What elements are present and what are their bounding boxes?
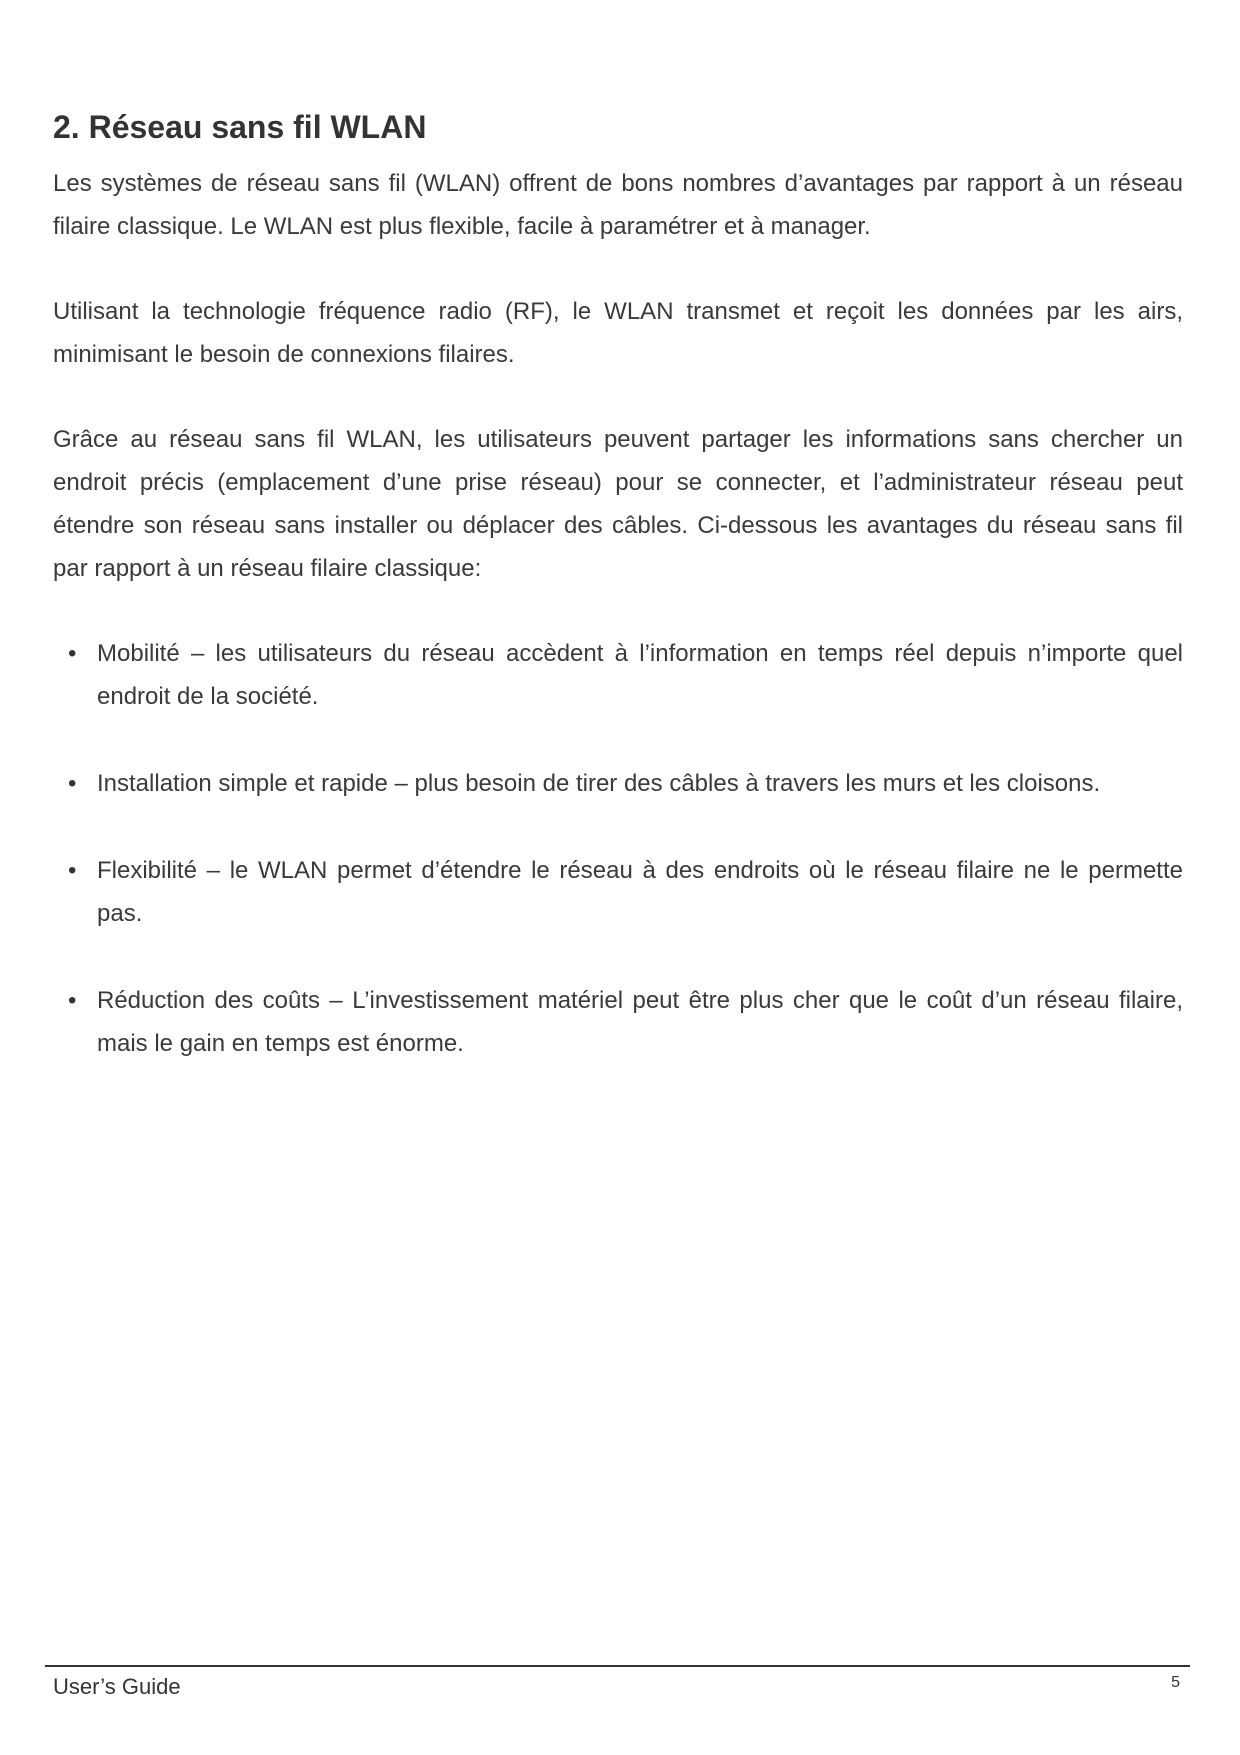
footer-label: User’s Guide [53, 1674, 181, 1699]
bullet-icon: • [68, 857, 77, 885]
advantages-list [53, 632, 1183, 1065]
list-item-cost [53, 979, 1183, 1065]
list-item-text: Mobilité – les utilisateurs du réseau accèdent à l’information en temps réel depuis n’importe quel endroit de la société. [97, 640, 1183, 711]
page-number: 5 [1171, 1674, 1180, 1691]
page-content [53, 108, 1183, 1109]
list-item-installation [53, 762, 1183, 805]
paragraph-benefits: Grâce au réseau sans fil WLAN, les utilisateurs peuvent partager les informations sans chercher un endroit précis (emplacement d’une prise réseau) pour se connecter, et l’administrateur réseau peut étendre son réseau sans installer ou déplacer des câbles. Ci-dessous les avantages du réseau sans fil par rapport à un réseau filaire classique: [53, 426, 1183, 583]
footer-divider [45, 1665, 1190, 1667]
list-item-flexibility [53, 849, 1183, 935]
paragraph-intro: Les systèmes de réseau sans fil (WLAN) offrent de bons nombres d’avantages par rapport à un réseau filaire classique. Le WLAN est plus flexible, facile à paramétrer et à manager. [53, 170, 1183, 241]
list-item-text: Réduction des coûts – L’investissement matériel peut être plus cher que le coût d’un réseau filaire, mais le gain en temps est énorme. [97, 987, 1183, 1058]
list-item-mobility [53, 632, 1183, 718]
list-item-text: Flexibilité – le WLAN permet d’étendre le réseau à des endroits où le réseau filaire ne le permette pas. [97, 857, 1183, 928]
bullet-icon: • [68, 987, 77, 1015]
bullet-icon: • [68, 770, 77, 798]
bullet-icon: • [68, 640, 77, 668]
list-item-text: Installation simple et rapide – plus besoin de tirer des câbles à travers les murs et les cloisons. [97, 770, 1101, 798]
section-title: 2. Réseau sans fil WLAN [53, 109, 427, 145]
paragraph-rf: Utilisant la technologie fréquence radio (RF), le WLAN transmet et reçoit les données par les airs, minimisant le besoin de connexions filaires. [53, 298, 1183, 369]
